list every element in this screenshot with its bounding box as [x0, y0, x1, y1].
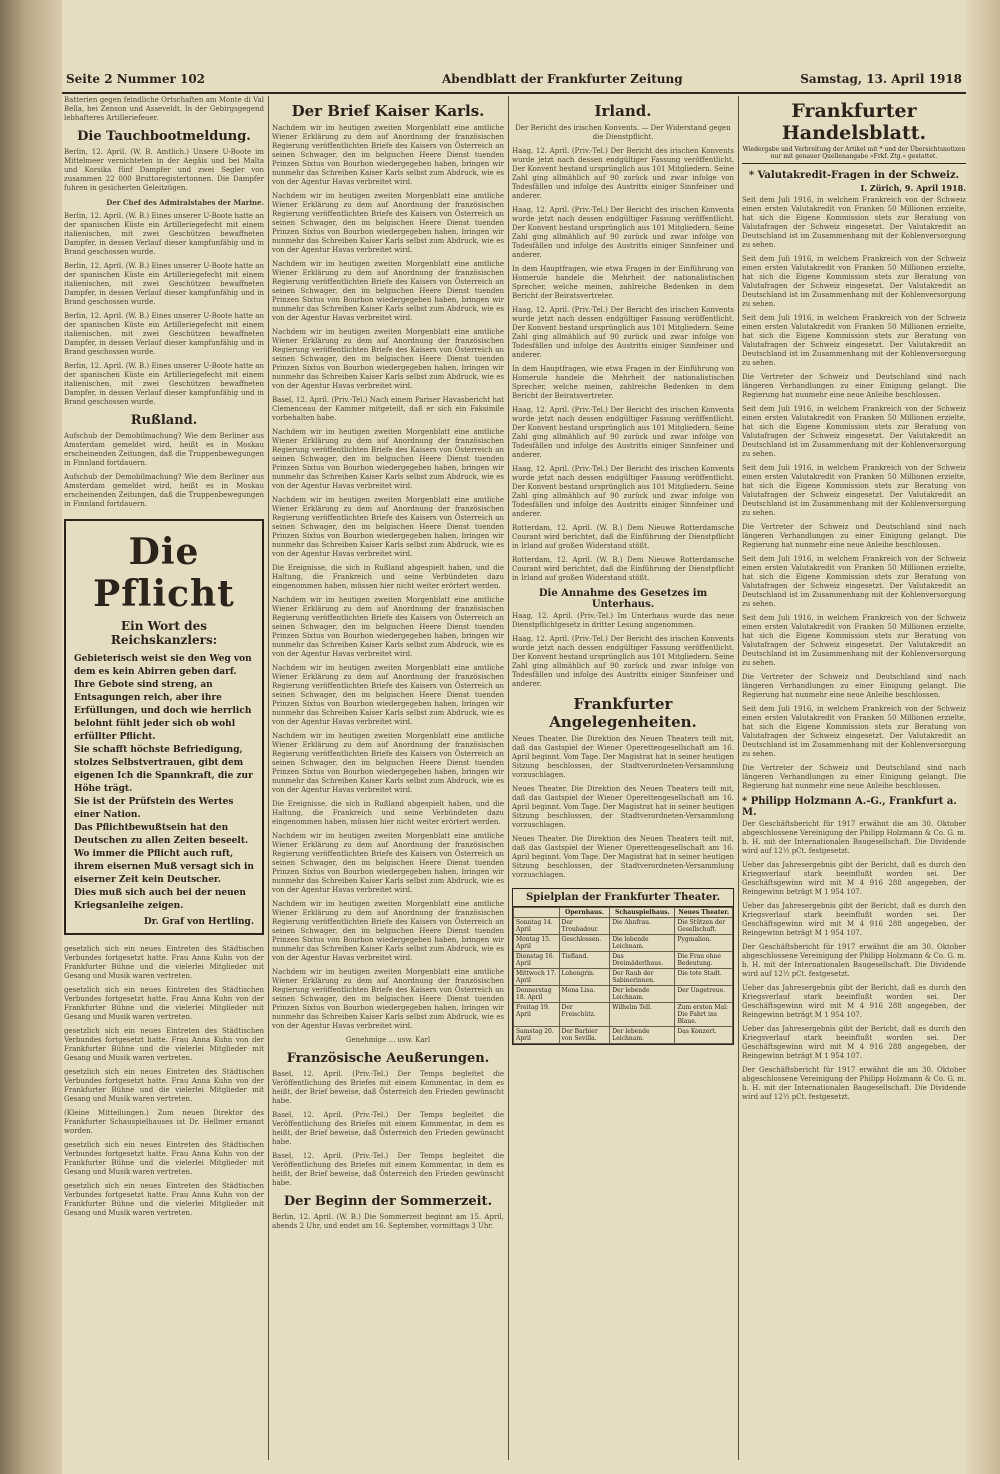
table-cell: Geschlossen.	[559, 935, 610, 952]
ad-line: Gebieterisch weist sie den Weg von dem es kein Abirren geben darf.	[74, 654, 252, 677]
article-heading: Der Beginn der Sommerzeit.	[283, 1194, 493, 1209]
article-text: Seit dem Juli 1916, in welchem Frankreich von der Schweiz einen ersten Valutakredit von Franken 50 Millionen erzielte, hat sich die Eigene Kommission stets zur Beratung von Valutafragen der Schweiz eingesetzt. Der Valutakredit an Deutschland ist im Zusammenhang mit der Kohlenversorgung zu sehen.	[742, 314, 966, 367]
article-text: Die Ereignisse, die sich in Rußland abgespielt haben, und die Haltung, die Frankreich und seine Verbündeten dazu eingenommen haben, müssen hier nicht weiter erörtert werden.	[272, 564, 504, 590]
article-heading: Die Tauchbootmeldung.	[77, 129, 251, 144]
table-cell: Der Barbier von Sevilla.	[559, 1027, 610, 1044]
issue-date: Samstag, 13. April 1918	[800, 72, 962, 86]
article-text: Nachdem wir im heutigen zweiten Morgenblatt eine amtliche Wiener Erklärung zu dem auf Anordnung der französischen Regierung veröffentlichten Briefe des Kaisers von Österreich an seinen Schwager, den im belgischen Heere Dienst tuenden Prinzen Sixtus von Bourbon wiedergegeben haben, bringen wir nunmehr das Schreiben Kaiser Karls selbst zum Abdruck, wie es von der Agentur Havas verbreitet wird.	[272, 596, 504, 658]
article-text: Batterien gegen feindliche Ortschaften am Monte di Val Bella, bei Zenson und Asseveldt. In der Gebirgsgegend lebhafteres Artilleriefeuer.	[64, 96, 264, 122]
article-text: Haag, 12. April. (Priv.-Tel.) Der Bericht des irischen Konvents wurde jetzt nach dessen endgültiger Fassung veröffentlicht. Der Konvent bestand ursprünglich aus 101 Mitgliedern. Seine Zahl ging allmählich auf 90 zurück und zwar infolge von Todesfällen und infolge des Austritts einiger Sinnfeiner und anderer.	[512, 635, 734, 688]
article-text: Der Geschäftsbericht für 1917 erwähnt die am 30. Oktober abgeschlossene Vereinigung der Philipp Holzmann & Co. G. m. b. H. mit der Internationalen Baugesellschaft. Die Dividende wird auf 12½ pCt. festgesetzt.	[742, 943, 966, 978]
article-text: Seit dem Juli 1916, in welchem Frankreich von der Schweiz einen ersten Valutakredit von Franken 50 Millionen erzielte, hat sich die Eigene Kommission stets zur Beratung von Valutafragen der Schweiz eingesetzt. Der Valutakredit an Deutschland ist im Zusammenhang mit der Kohlenversorgung zu sehen.	[742, 555, 966, 608]
table-header	[514, 908, 560, 918]
article-text: Haag, 12. April. (Priv.-Tel.) Der Bericht des irischen Konvents wurde jetzt nach dessen endgültiger Fassung veröffentlicht. Der Konvent bestand ursprünglich aus 101 Mitgliedern. Seine Zahl ging allmählich auf 90 zurück und zwar infolge von Todesfällen und infolge des Austritts einiger Sinnfeiner und anderer.	[512, 465, 734, 518]
article-text: gesetzlich sich ein neues Eintreten des Städtischen Verbundes fortgesetzt hatte. Frau Anna Kuhn von der Frankfurter Bühne und die vielerlei Mitglieder mit Gesang und Musik waren vertreten.	[64, 945, 264, 980]
war-bond-advertisement	[64, 519, 264, 935]
column-2	[272, 96, 504, 1462]
theater-schedule	[512, 888, 734, 1045]
page-number: Seite 2 Nummer 102	[66, 72, 206, 86]
table-cell: Wilhelm Tell.	[610, 1003, 675, 1027]
article-text: Berlin, 12. April. (W. B.) Eines unserer U-Boote hatte an der spanischen Küste ein Artilleriegefecht mit einem italienischen, mit zwei Geschützen bewaffneten Dampfer, in dessen Verlauf dieser kampfunfähig und in Brand geschossen wurde.	[64, 212, 264, 256]
article-text: Berlin, 12. April. (W. B.) Die Sommerzeit beginnt am 15. April, abends 2 Uhr, und endet am 16. September, vormittags 3 Uhr.	[272, 1213, 504, 1230]
column-rule	[268, 96, 269, 1460]
article-text: Die Vertreter der Schweiz und Deutschland sind nach längeren Verhandlungen zu einer Einigung gelangt. Die Regierung hat nunmehr eine neue Anleihe beschlossen.	[742, 373, 966, 399]
table-cell: Der lebende Leichnam.	[610, 986, 675, 1003]
theater-table	[513, 907, 733, 1044]
article-text: Berlin, 12. April. (W. B.) Eines unserer U-Boote hatte an der spanischen Küste ein Artilleriegefecht mit einem italienischen, mit zwei Geschützen bewaffneten Dampfer, in dessen Verlauf dieser kampfunfähig und in Brand geschossen wurde.	[64, 362, 264, 406]
table-cell: Der Freischütz.	[559, 1003, 610, 1027]
article-text: Neues Theater. Die Direktion des Neuen Theaters teilt mit, daß das Gastspiel der Wiener Operettengesellschaft am 16. April beginnt. Vom Tage. Der Magistrat hat in seiner heutigen Sitzung beschlossen, der Stadtverordneten-Versammlung vorzuschlagen.	[512, 785, 734, 829]
article-text: Seit dem Juli 1916, in welchem Frankreich von der Schweiz einen ersten Valutakredit von Franken 50 Millionen erzielte, hat sich die Eigene Kommission stets zur Beratung von Valutafragen der Schweiz eingesetzt. Der Valutakredit an Deutschland ist im Zusammenhang mit der Kohlenversorgung zu sehen.	[742, 405, 966, 458]
table-cell: Mittwoch 17. April	[514, 969, 560, 986]
table-cell: Freitag 19. April	[514, 1003, 560, 1027]
article-heading: Der Brief Kaiser Karls.	[291, 102, 485, 120]
article-text: Ueber das Jahresergebnis gibt der Bericht, daß es durch den Kriegsverlauf stark beeinflußt worden sei. Der Geschäftsgewinn wird mit M 4 916 288 angegeben, der Reingewinn beträgt M 1 954 107.	[742, 1025, 966, 1060]
article-heading: * Valutakredit-Fragen in der Schweiz.	[748, 170, 960, 181]
article-text: Nachdem wir im heutigen zweiten Morgenblatt eine amtliche Wiener Erklärung zu dem auf Anordnung der französischen Regierung veröffentlichten Briefe des Kaisers von Österreich an seinen Schwager, den im belgischen Heere Dienst tuenden Prinzen Sixtus von Bourbon wiedergegeben haben, bringen wir nunmehr das Schreiben Kaiser Karls selbst zum Abdruck, wie es von der Agentur Havas verbreitet wird.	[272, 832, 504, 894]
next-page-edge	[966, 0, 1000, 1474]
column-rule	[738, 96, 739, 1460]
article-text: Haag, 12. April. (Priv.-Tel.) Der Bericht des irischen Konvents wurde jetzt nach dessen endgültiger Fassung veröffentlicht. Der Konvent bestand ursprünglich aus 101 Mitgliedern. Seine Zahl ging allmählich auf 90 zurück und zwar infolge von Todesfällen und infolge des Austritts einiger Sinnfeiner und anderer.	[512, 306, 734, 359]
article-text: Nachdem wir im heutigen zweiten Morgenblatt eine amtliche Wiener Erklärung zu dem auf Anordnung der französischen Regierung veröffentlichten Briefe des Kaisers von Österreich an seinen Schwager, den im belgischen Heere Dienst tuenden Prinzen Sixtus von Bourbon wiedergegeben haben, bringen wir nunmehr das Schreiben Kaiser Karls selbst zum Abdruck, wie es von der Agentur Havas verbreitet wird.	[272, 260, 504, 322]
article-signature: Der Chef des Admiralstabes der Marine.	[106, 198, 264, 207]
article-text: Aufschub der Demobilmachung? Wie dem Berliner aus Amsterdam gemeldet wird, heißt es in Moskau erscheinenden Zeitungen, daß die Truppenbewegungen in Finnland fortdauern.	[64, 473, 264, 508]
section-title: Frankfurter Handelsblatt.	[781, 100, 927, 144]
article-text: gesetzlich sich ein neues Eintreten des Städtischen Verbundes fortgesetzt hatte. Frau Anna Kuhn von der Frankfurter Bühne und die vielerlei Mitglieder mit Gesang und Musik waren vertreten.	[64, 1141, 264, 1176]
article-text: Die Vertreter der Schweiz und Deutschland sind nach längeren Verhandlungen zu einer Einigung gelangt. Die Regierung hat nunmehr eine neue Anleihe beschlossen.	[742, 764, 966, 790]
table-row	[514, 918, 733, 935]
table-cell: Das Dreimäderlhaus.	[610, 952, 675, 969]
table-row	[514, 969, 733, 986]
article-text: Haag, 12. April. (Priv.-Tel.) Der Bericht des irischen Konvents wurde jetzt nach dessen endgültiger Fassung veröffentlicht. Der Konvent bestand ursprünglich aus 101 Mitgliedern. Seine Zahl ging allmählich auf 90 zurück und zwar infolge von Todesfällen und infolge des Austritts einiger Sinnfeiner und anderer.	[512, 206, 734, 259]
table-cell: Pygmalion.	[675, 935, 733, 952]
ad-line: Wo immer die Pflicht auch ruft, ihrem eisernen Muß versagt sich in eiserner Zeit kein Deutscher.	[74, 849, 254, 885]
article-text: Rotterdam, 12. April. (W. B.) Dem Nieuwe Rotterdamsche Courant wird berichtet, daß die Einführung der Dienstpflicht in Irland auf großen Widerstand stößt.	[512, 556, 734, 582]
table-cell: Die Ahnfrau.	[610, 918, 675, 935]
table-cell: Sonntag 14. April	[514, 918, 560, 935]
article-text: Aufschub der Demobilmachung? Wie dem Berliner aus Amsterdam gemeldet wird, heißt es in Moskau erscheinenden Zeitungen, daß die Truppenbewegungen in Finnland fortdauern.	[64, 432, 264, 467]
article-text: Berlin, 12. April. (W. B.) Eines unserer U-Boote hatte an der spanischen Küste ein Artilleriegefecht mit einem italienischen, mit zwei Geschützen bewaffneten Dampfer, in dessen Verlauf dieser kampfunfähig und in Brand geschossen wurde.	[64, 312, 264, 356]
book-binding	[0, 0, 62, 1474]
table-row	[514, 1027, 733, 1044]
article-text: Nachdem wir im heutigen zweiten Morgenblatt eine amtliche Wiener Erklärung zu dem auf Anordnung der französischen Regierung veröffentlichten Briefe des Kaisers von Österreich an seinen Schwager, den im belgischen Heere Dienst tuenden Prinzen Sixtus von Bourbon wiedergegeben haben, bringen wir nunmehr das Schreiben Kaiser Karls selbst zum Abdruck, wie es von der Agentur Havas verbreitet wird.	[272, 900, 504, 962]
article-heading: Irland.	[594, 102, 652, 120]
article-text: Ueber das Jahresergebnis gibt der Bericht, daß es durch den Kriegsverlauf stark beeinflußt worden sei. Der Geschäftsgewinn wird mit M 4 916 288 angegeben, der Reingewinn beträgt M 1 954 107.	[742, 984, 966, 1019]
article-text: Basel, 12. April. (Priv.-Tel.) Der Temps begleitet die Veröffentlichung des Briefes mit einem Kommentar, in dem es heißt, der Brief beweise, daß Österreich den Frieden gewünscht habe.	[272, 1111, 504, 1146]
column-rule	[508, 96, 509, 1460]
article-dateline: I. Zürich, 9. April 1918.	[860, 183, 966, 193]
table-cell: Donnerstag 18. April	[514, 986, 560, 1003]
table-cell: Der Ungetreue.	[675, 986, 733, 1003]
article-text: Basel, 12. April. (Priv.-Tel.) Der Temps begleitet die Veröffentlichung des Briefes mit einem Kommentar, in dem es heißt, der Brief beweise, daß Österreich den Frieden gewünscht habe.	[272, 1152, 504, 1187]
article-text: gesetzlich sich ein neues Eintreten des Städtischen Verbundes fortgesetzt hatte. Frau Anna Kuhn von der Frankfurter Bühne und die vielerlei Mitglieder mit Gesang und Musik waren vertreten.	[64, 986, 264, 1021]
table-cell: Montag 15. April	[514, 935, 560, 952]
table-header-row	[514, 908, 733, 918]
article-text: Rotterdam, 12. April. (W. B.) Dem Nieuwe Rotterdamsche Courant wird berichtet, daß die Einführung der Dienstpflicht in Irland auf großen Widerstand stößt.	[512, 524, 734, 550]
article-text: Seit dem Juli 1916, in welchem Frankreich von der Schweiz einen ersten Valutakredit von Franken 50 Millionen erzielte, hat sich die Eigene Kommission stets zur Beratung von Valutafragen der Schweiz eingesetzt. Der Valutakredit an Deutschland ist im Zusammenhang mit der Kohlenversorgung zu sehen.	[742, 705, 966, 758]
article-text: Haag, 12. April. (Priv.-Tel.) Der Bericht des irischen Konvents wurde jetzt nach dessen endgültiger Fassung veröffentlicht. Der Konvent bestand ursprünglich aus 101 Mitgliedern. Seine Zahl ging allmählich auf 90 zurück und zwar infolge von Todesfällen und infolge des Austritts einiger Sinnfeiner und anderer.	[512, 406, 734, 459]
ad-line: Sie ist der Prüfstein des Wertes einer Nation.	[74, 797, 234, 820]
table-cell: Die lebende Leichnam.	[610, 935, 675, 952]
article-heading: Die Annahme des Gesetzes im Unterhaus.	[538, 588, 708, 610]
letter-closing: Genehmige ... usw. Karl	[345, 1036, 431, 1044]
article-heading: * Philipp Holzmann A.-G., Frankfurt a. M.	[742, 796, 957, 818]
table-header: Opernhaus.	[559, 908, 610, 918]
article-text: Basel, 12. April. (Priv.-Tel.) Der Temps begleitet die Veröffentlichung des Briefes mit einem Kommentar, in dem es heißt, der Brief beweise, daß Österreich den Frieden gewünscht habe.	[272, 1070, 504, 1105]
article-text: Die Vertreter der Schweiz und Deutschland sind nach längeren Verhandlungen zu einer Einigung gelangt. Die Regierung hat nunmehr eine neue Anleihe beschlossen.	[742, 523, 966, 549]
article-text: Der Geschäftsbericht für 1917 erwähnt die am 30. Oktober abgeschlossene Vereinigung der Philipp Holzmann & Co. G. m. b. H. mit der Internationalen Baugesellschaft. Die Dividende wird auf 12½ pCt. festgesetzt.	[742, 1066, 966, 1101]
table-row	[514, 952, 733, 969]
article-text: Neues Theater. Die Direktion des Neuen Theaters teilt mit, daß das Gastspiel der Wiener Operettengesellschaft am 16. April beginnt. Vom Tage. Der Magistrat hat in seiner heutigen Sitzung beschlossen, der Stadtverordneten-Versammlung vorzuschlagen.	[512, 735, 734, 779]
table-cell: Tiefland.	[559, 952, 610, 969]
article-text: Haag, 12. April. (Priv.-Tel.) Im Unterhaus wurde das neue Dienstpflichtgesetz in dritter Lesung angenommen.	[512, 612, 734, 629]
table-cell: Das Konzert.	[675, 1027, 733, 1044]
column-3	[512, 96, 734, 1462]
table-cell: Mona Lisa.	[559, 986, 610, 1003]
ad-subtitle: Ein Wort des Reichskanzlers:	[110, 619, 218, 647]
newspaper-name: Abendblatt der Frankfurter Zeitung	[442, 72, 683, 86]
theater-schedule-title: Spielplan der Frankfurter Theater.	[513, 889, 733, 907]
article-text: gesetzlich sich ein neues Eintreten des Städtischen Verbundes fortgesetzt hatte. Frau Anna Kuhn von der Frankfurter Bühne und die vielerlei Mitglieder mit Gesang und Musik waren vertreten.	[64, 1068, 264, 1103]
article-text: Seit dem Juli 1916, in welchem Frankreich von der Schweiz einen ersten Valutakredit von Franken 50 Millionen erzielte, hat sich die Eigene Kommission stets zur Beratung von Valutafragen der Schweiz eingesetzt. Der Valutakredit an Deutschland ist im Zusammenhang mit der Kohlenversorgung zu sehen.	[742, 464, 966, 517]
article-text: Haag, 12. April. (Priv.-Tel.) Der Bericht des irischen Konvents wurde jetzt nach dessen endgültiger Fassung veröffentlicht. Der Konvent bestand ursprünglich aus 101 Mitgliedern. Seine Zahl ging allmählich auf 90 zurück und zwar infolge von Todesfällen und infolge des Austritts einiger Sinnfeiner und anderer.	[512, 147, 734, 200]
column-4	[742, 96, 966, 1462]
table-cell: Der Troubadour.	[559, 918, 610, 935]
article-text: Nachdem wir im heutigen zweiten Morgenblatt eine amtliche Wiener Erklärung zu dem auf Anordnung der französischen Regierung veröffentlichten Briefe des Kaisers von Österreich an seinen Schwager, den im belgischen Heere Dienst tuenden Prinzen Sixtus von Bourbon wiedergegeben haben, bringen wir nunmehr das Schreiben Kaiser Karls selbst zum Abdruck, wie es von der Agentur Havas verbreitet wird.	[272, 328, 504, 390]
article-text: Berlin, 12. April. (W. B.) Eines unserer U-Boote hatte an der spanischen Küste ein Artilleriegefecht mit einem italienischen, mit zwei Geschützen bewaffneten Dampfer, in dessen Verlauf dieser kampfunfähig und in Brand geschossen wurde.	[64, 262, 264, 306]
table-row	[514, 1003, 733, 1027]
article-text: Nachdem wir im heutigen zweiten Morgenblatt eine amtliche Wiener Erklärung zu dem auf Anordnung der französischen Regierung veröffentlichten Briefe des Kaisers von Österreich an seinen Schwager, den im belgischen Heere Dienst tuenden Prinzen Sixtus von Bourbon wiedergegeben haben, bringen wir nunmehr das Schreiben Kaiser Karls selbst zum Abdruck, wie es von der Agentur Havas verbreitet wird.	[272, 968, 504, 1030]
table-row	[514, 986, 733, 1003]
table-row	[514, 935, 733, 952]
table-cell: Der lebende Leichnam.	[610, 1027, 675, 1044]
article-text: Nachdem wir im heutigen zweiten Morgenblatt eine amtliche Wiener Erklärung zu dem auf Anordnung der französischen Regierung veröffentlichten Briefe des Kaisers von Österreich an seinen Schwager, den im belgischen Heere Dienst tuenden Prinzen Sixtus von Bourbon wiedergegeben haben, bringen wir nunmehr das Schreiben Kaiser Karls selbst zum Abdruck, wie es von der Agentur Havas verbreitet wird.	[272, 732, 504, 794]
table-cell: Samstag 20. April	[514, 1027, 560, 1044]
article-text: Seit dem Juli 1916, in welchem Frankreich von der Schweiz einen ersten Valutakredit von Franken 50 Millionen erzielte, hat sich die Eigene Kommission stets zur Beratung von Valutafragen der Schweiz eingesetzt. Der Valutakredit an Deutschland ist im Zusammenhang mit der Kohlenversorgung zu sehen.	[742, 614, 966, 667]
article-text: In dem Hauptfragen, wie etwa Fragen in der Einführung von Homerule handele die Mehrheit der nationalistischen Sprecher, welche meinen, zahlreiche Bedenken in dem Bericht der Beiratsvertreter.	[512, 265, 734, 300]
page-header	[62, 66, 966, 94]
ad-line: Das Pflichtbewußtsein hat den Deutschen zu allen Zeiten beseelt.	[74, 823, 249, 846]
article-text: (Kleine Mitteilungen.) Zum neuen Direktor des Frankfurter Schauspielhauses ist Dr. Hellmer ernannt worden.	[64, 1109, 264, 1135]
table-header: Schauspielhaus.	[610, 908, 675, 918]
article-text: Berlin, 12. April. (W. B. Amtlich.) Unsere U-Boote im Mittelmeer vernichteten in der Aegäis und bei Malta und Korsika fünf Dampfer und zwei Segler von zusammen 22 000 Bruttoregistertonnen. Die Dampfer fuhren in gesicherten Geleitzügen.	[64, 148, 264, 192]
table-cell: Die tote Stadt.	[675, 969, 733, 986]
article-subheading: Der Bericht des irischen Konvents. — Der Widerstand gegen die Dienstpflicht.	[515, 124, 731, 141]
article-text: Seit dem Juli 1916, in welchem Frankreich von der Schweiz einen ersten Valutakredit von Franken 50 Millionen erzielte, hat sich die Eigene Kommission stets zur Beratung von Valutafragen der Schweiz eingesetzt. Der Valutakredit an Deutschland ist im Zusammenhang mit der Kohlenversorgung zu sehen.	[742, 255, 966, 308]
article-text: Seit dem Juli 1916, in welchem Frankreich von der Schweiz einen ersten Valutakredit von Franken 50 Millionen erzielte, hat sich die Eigene Kommission stets zur Beratung von Valutafragen der Schweiz eingesetzt. Der Valutakredit an Deutschland ist im Zusammenhang mit der Kohlenversorgung zu sehen.	[742, 196, 966, 249]
article-text: Ueber das Jahresergebnis gibt der Bericht, daß es durch den Kriegsverlauf stark beeinflußt worden sei. Der Geschäftsgewinn wird mit M 4 916 288 angegeben, der Reingewinn beträgt M 1 954 107.	[742, 861, 966, 896]
article-text: Die Ereignisse, die sich in Rußland abgespielt haben, und die Haltung, die Frankreich und seine Verbündeten dazu eingenommen haben, müssen hier nicht weiter erörtert werden.	[272, 800, 504, 826]
table-cell: Dienstag 16. April	[514, 952, 560, 969]
ad-line: Dies muß sich auch bei der neuen Kriegsanleihe zeigen.	[74, 888, 246, 911]
article-text: Nachdem wir im heutigen zweiten Morgenblatt eine amtliche Wiener Erklärung zu dem auf Anordnung der französischen Regierung veröffentlichten Briefe des Kaisers von Österreich an seinen Schwager, den im belgischen Heere Dienst tuenden Prinzen Sixtus von Bourbon wiedergegeben haben, bringen wir nunmehr das Schreiben Kaiser Karls selbst zum Abdruck, wie es von der Agentur Havas verbreitet wird.	[272, 664, 504, 726]
article-text: Nachdem wir im heutigen zweiten Morgenblatt eine amtliche Wiener Erklärung zu dem auf Anordnung der französischen Regierung veröffentlichten Briefe des Kaisers von Österreich an seinen Schwager, den im belgischen Heere Dienst tuenden Prinzen Sixtus von Bourbon wiedergegeben haben, bringen wir nunmehr das Schreiben Kaiser Karls selbst zum Abdruck, wie es von der Agentur Havas verbreitet wird.	[272, 124, 504, 186]
table-cell: Die Frau ohne Bedeutung.	[675, 952, 733, 969]
article-heading: Rußland.	[130, 413, 198, 428]
article-text: Neues Theater. Die Direktion des Neuen Theaters teilt mit, daß das Gastspiel der Wiener Operettengesellschaft am 16. April beginnt. Vom Tage. Der Magistrat hat in seiner heutigen Sitzung beschlossen, der Stadtverordneten-Versammlung vorzuschlagen.	[512, 835, 734, 879]
table-header: Neues Theater.	[675, 908, 733, 918]
article-text: Der Geschäftsbericht für 1917 erwähnt die am 30. Oktober abgeschlossene Vereinigung der Philipp Holzmann & Co. G. m. b. H. mit der Internationalen Baugesellschaft. Die Dividende wird auf 12½ pCt. festgesetzt.	[742, 820, 966, 855]
article-heading: Französische Aeußerungen.	[286, 1051, 490, 1066]
table-cell: Die Stützen der Gesellschaft.	[675, 918, 733, 935]
ad-signature: Dr. Graf von Hertling.	[143, 917, 254, 927]
newspaper-page	[62, 0, 966, 1474]
article-text: Nachdem wir im heutigen zweiten Morgenblatt eine amtliche Wiener Erklärung zu dem auf Anordnung der französischen Regierung veröffentlichten Briefe des Kaisers von Österreich an seinen Schwager, den im belgischen Heere Dienst tuenden Prinzen Sixtus von Bourbon wiedergegeben haben, bringen wir nunmehr das Schreiben Kaiser Karls selbst zum Abdruck, wie es von der Agentur Havas verbreitet wird.	[272, 428, 504, 490]
article-text: In dem Hauptfragen, wie etwa Fragen in der Einführung von Homerule handele die Mehrheit der nationalistischen Sprecher, welche meinen, zahlreiche Bedenken in dem Bericht der Beiratsvertreter.	[512, 365, 734, 400]
article-text: Die Vertreter der Schweiz und Deutschland sind nach längeren Verhandlungen zu einer Einigung gelangt. Die Regierung hat nunmehr eine neue Anleihe beschlossen.	[742, 673, 966, 699]
article-text: Ueber das Jahresergebnis gibt der Bericht, daß es durch den Kriegsverlauf stark beeinflußt worden sei. Der Geschäftsgewinn wird mit M 4 916 288 angegeben, der Reingewinn beträgt M 1 954 107.	[742, 902, 966, 937]
article-text: gesetzlich sich ein neues Eintreten des Städtischen Verbundes fortgesetzt hatte. Frau Anna Kuhn von der Frankfurter Bühne und die vielerlei Mitglieder mit Gesang und Musik waren vertreten.	[64, 1027, 264, 1062]
ad-line: Ihre Gebote sind streng, an Entsagungen reich, aber ihre Erfüllungen, und doch wie herrlich belohnt fühlt jeder sich ob wohl erfüllter Pflicht.	[74, 680, 252, 742]
article-text: Nachdem wir im heutigen zweiten Morgenblatt eine amtliche Wiener Erklärung zu dem auf Anordnung der französischen Regierung veröffentlichten Briefe des Kaisers von Österreich an seinen Schwager, den im belgischen Heere Dienst tuenden Prinzen Sixtus von Bourbon wiedergegeben haben, bringen wir nunmehr das Schreiben Kaiser Karls selbst zum Abdruck, wie es von der Agentur Havas verbreitet wird.	[272, 496, 504, 558]
ad-title: Die Pflicht	[93, 531, 235, 615]
ad-line: Sie schafft höchste Befriedigung, stolzes Selbstvertrauen, gibt dem eigenen Ich die Spannkraft, die zur Höhe trägt.	[74, 745, 253, 794]
table-cell: Zum ersten Mal: Die Fahrt ins Blaue.	[675, 1003, 733, 1027]
article-text: Nachdem wir im heutigen zweiten Morgenblatt eine amtliche Wiener Erklärung zu dem auf Anordnung der französischen Regierung veröffentlichten Briefe des Kaisers von Österreich an seinen Schwager, den im belgischen Heere Dienst tuenden Prinzen Sixtus von Bourbon wiedergegeben haben, bringen wir nunmehr das Schreiben Kaiser Karls selbst zum Abdruck, wie es von der Agentur Havas verbreitet wird.	[272, 192, 504, 254]
article-text: Basel, 12. April. (Priv.-Tel.) Nach einem Pariser Havasbericht hat Clemenceau der Kammer mitgeteilt, daß er sich ein Faksimile vorbehalten habe.	[272, 396, 504, 422]
table-cell: Lohengrin.	[559, 969, 610, 986]
column-1	[64, 96, 264, 1462]
section-heading: Frankfurter Angelegenheiten.	[549, 695, 697, 731]
article-text: gesetzlich sich ein neues Eintreten des Städtischen Verbundes fortgesetzt hatte. Frau Anna Kuhn von der Frankfurter Bühne und die vielerlei Mitglieder mit Gesang und Musik waren vertreten.	[64, 1182, 264, 1217]
section-subtitle: Wiedergabe und Verbreitung der Artikel mit * und der Übersichtsnotizen nur mit genauer Quellenangabe »Frkf. Ztg.« gestattet.	[742, 146, 966, 164]
table-cell: Der Raub der Sabinerinnen.	[610, 969, 675, 986]
